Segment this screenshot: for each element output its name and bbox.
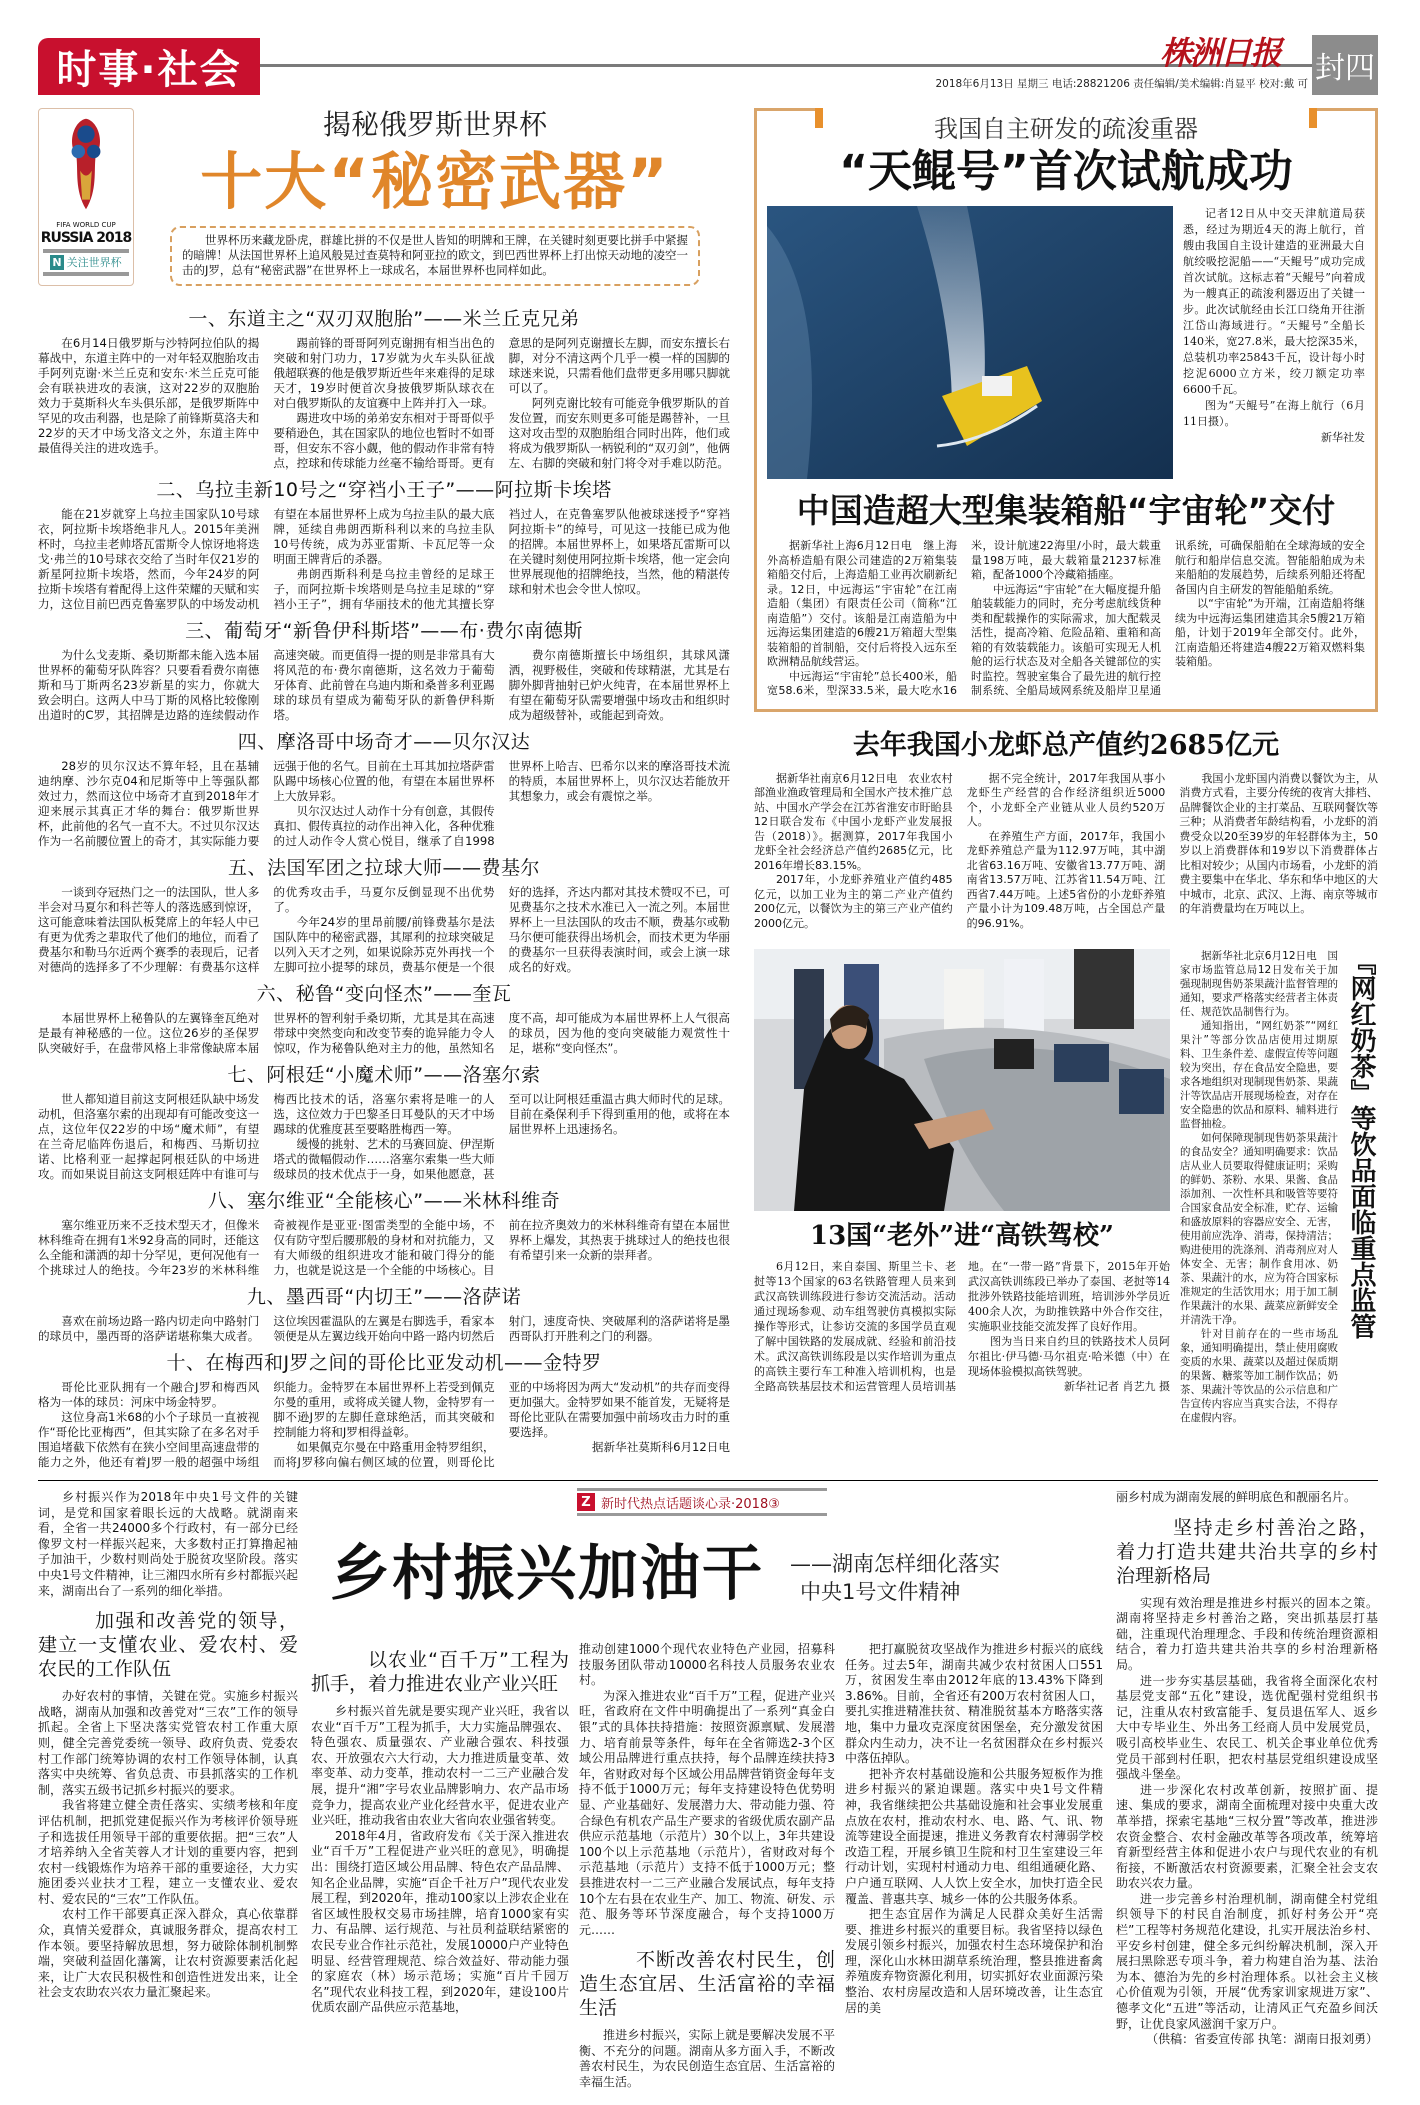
paragraph: 丽乡村成为湖南发展的鲜明底色和靓丽名片。 [1116,1490,1357,1504]
frame-tick [815,108,823,128]
paragraph: 中远海运“宇宙轮”总长400米，船宽58.6米，型深33.5米，最大吃水16米，设计航速22海里/小时，最大载重量198万吨，最大载箱量21237标准箱，配备1000个冷藏箱插座。 [767,539,1161,697]
newspaper-logo: 株洲日报 [1160,34,1281,72]
paragraph: 塞尔维亚历来不乏技术型天才，但像米林科维奇在拥有1米92身高的同时，还能这么全能和潇洒的却十分罕见，更何况他有一个挑球过人的绝技。今年23岁的米林科维奇被视作是亚亚·图雷类型的全能中场，不仅有防守型后腰那般的身材和对抗能力，又有大师级的组织进攻才能和破门得分的能力，也就是说这是一个全能的中场核心。目前在拉齐奥效力的米林科维奇有望在本届世界杯上爆发，其热衷于挑球过人的绝技也很有希望引来一众新的崇拜者。 [38,1218,730,1277]
paragraph: 通知指出，“网红奶茶”“网红果汁”等部分饮品店使用过期原料、卫生条件差、虚假宣传等问题较为突出，存在食品安全隐患，要求各地组织对现制现售奶茶、果蔬汁等饮品店开展现场检查，对存在安全隐患的饮品和原料、辅料进行监督抽检。 [1180,1020,1338,1130]
section-heading: 九、墨西哥“内切王”——洛萨诺 [246,1286,522,1308]
paragraph: 这位身高1米68的小个子球员一直被视作“哥伦比亚梅西”，但其实除了在多名对手围追堵截下依然有在狭小空间里高速盘带的能力之外，他还有着J罗一般的超强中场组织能力。金特罗在本届世界杯上若受到佩克尔曼的重用，或将成关键人物，金特罗有一脚不逊J罗的左脚任意球绝活，而其突破和控制能力将和J罗相得益彰。 [38,1380,495,1469]
worldcup-intro: 世界杯历来藏龙卧虎，群雄比拼的不仅是世人皆知的明牌和王牌，在关键时刻更要比拼手中紧握的暗牌！从法国世界杯上追风般晃过查莫特和阿亚拉的欧文，到巴西世界杯上打出惊天动地的凌空一击的J罗，总有“秘密武器”在世界杯上一球成名，本届世界杯也同样如此。 [170,226,700,286]
world-cup-trophy-icon [56,113,116,217]
rail-body [754,1259,1170,1394]
section-body [38,1380,730,1470]
worldcup-badge [38,108,134,286]
byline: 新华社记者 肖艺九 摄 [1064,1380,1170,1393]
paragraph: 据新华社北京6月12日电 国家市场监管总局12日发布关于加强现制现售奶茶果蔬汁监督管理的通知，要求严格落实经营者主体责任、规范饮品制售行为。 [1180,950,1338,1018]
paragraph: 记者12日从中交天津航道局获悉，经过为期近4天的海上航行，首艘由我国自主设计建造的亚洲最大自航绞吸挖泥船——“天鲲号”成功完成首次试航。这标志着“天鲲号”向着成为一艘真正的疏浚利器迈出了关键一步。此次试航经由长江口绕角开往浙江岱山海域进行。“天鲲号”全船长140米，宽27.8米，最大挖深35米，总装机功率25843千瓦，设计每小时挖泥6000立方米，绞刀额定功率6600千瓦。 [1183,207,1365,396]
paragraph: 把生态宜居作为满足人民群众美好生活需要、推进乡村振兴的重要目标。我省坚持以绿色发展引领乡村振兴，加强农村生态环境保护和治理，深化山水林田湖草系统治理，整县推进畜禽养殖废弃物资源化利用，切实抓好农业面源污染整治、农村房屋改造和人居环境改善，让生态宜居的美 [845,1907,1103,2015]
paragraph: 据新华社南京6月12日电 农业农村部渔业渔政管理局和全国水产技术推广总站、中国水产学会在江苏省淮安市盱眙县12日联合发布《中国小龙虾产业发展报告（2018）》。据测算，2017年我国小龙虾全社会经济总产值约2685亿元，比2016年增长83.15%。 [754,771,953,872]
paragraph: 据不完全统计，2017年我国从事小龙虾生产经营的合作经济组织近5000个，小龙虾全产业链从业人员约520万人。 [966,771,1166,828]
paragraph: 为深入推进农业“百千万”工程，促进产业兴旺，省政府在文件中明确提出了一系列“真金白银”式的具体扶持措施：按照资源禀赋、发展潜力、培育前景等条件，每年在全省筛选2-3个区域公用品牌进行重点扶持，每个品牌连续扶持3年，省财政对每个区域公用品牌营销资金每年支持不低于1000万元；每年支持建设特色优势明显、产业基础好、发展潜力大、带动能力强、符合绿色有机农产品生产要求的省级优质农副产品供应示范基地（示范片）30个以上，3年共建设100个以上示范基地（示范片），省财政对每个示范基地（示范片）支持不低于1000万元；整县推进农村一二三产业融合发展试点，每年支持10个左右县在农业生产、加工、物流、研发、示范、服务等环节深度融合，每个支持1000万元…… [579,1688,835,1937]
frame-corner [1315,108,1375,111]
milktea-article [1180,949,1378,1425]
subheading: 加强和改善党的领导，建立一支懂农业、爱农村、爱农民的工作队伍 [38,1610,298,1681]
section-heading: 四、摩洛哥中场奇才——贝尔汉达 [237,731,531,753]
paragraph: 实现有效治理是推进乡村振兴的固本之策。湖南将坚持走乡村善治之路，突出抓基层打基础，注重现代治理理念、手段和传统治理资源相结合，着力打造共建共治共享的乡村治理新格局。 [1116,1595,1378,1672]
paragraph: 2017年，小龙虾养殖业产值约485亿元，以加工业为主的第二产业产值约200亿元，以餐饮为主的第三产业产值约2000亿元。 [754,873,953,930]
section-body [38,1218,730,1278]
worldcup-kicker: 揭秘俄罗斯世界杯 [322,108,547,141]
milktea-headline: 『网红奶茶』等饮品面临重点监管 [1346,949,1376,1339]
worldcup-section [38,982,730,1056]
paragraph: 一谈到夺冠热门之一的法国队，世人多半会对马夏尔和科芒等人的落选感到惊讶，这可能意味着法国队板凳席上的年轻人中已有更为优秀之辈取代了他们的地位，而看了费基尔和勒马尔近两个赛季的表现后，记者对德尚的选择多了不少理解：有费基尔这样的优秀攻击手，马夏尔反倒显现不出优势了。 [38,885,495,974]
section-heading: 三、葡萄牙“新鲁伊科斯塔”——布·费尔南德斯 [185,620,583,642]
lower-right-row [754,949,1378,1425]
paragraph: 如何保障现制现售奶茶果蔬汁的食品安全？通知明确要求：饮品店从业人员要取得健康证明；采购的鲜奶、茶粉、水果、果酱、食品添加剂、一次性杯具和吸管等要符合国家食品安全标准，贮存、运输和盛放原料的容器应安全、无害，使用前应洗净、消毒，保持清洁；购进使用的洗涤剂、消毒剂应对人体安全、无害；制作食用冰、奶茶、果蔬汁的水，应为符合国家标准规定的生活饮用水；用于加工制作果蔬汁的水果、蔬菜应新鲜安全并清洗干净。 [1180,1132,1338,1326]
paragraph: 推进乡村振兴，实际上就是要解决发展不平衡、不充分的问题。湖南从多方面入手，不断改善农村民生，为农民创造生态宜居、生活富裕的幸福生活。 [579,2028,835,2090]
section-body [38,885,730,975]
paragraph: 弗朗西斯科利是乌拉圭曾经的足球王子，而阿拉斯卡埃塔则是乌拉圭足球的“穿裆小王子”，拥有华丽技术的他尤其擅长穿裆过人，在克鲁塞罗队他被球迷授予“穿裆阿拉斯卡”的绰号，可见这一技能已成为他的招牌。本届世界杯上，如果塔瓦雷斯可以在关键时刻使用阿拉斯卡埃塔，他一定会向世界展现他的招牌绝技，当然，他的精湛传球和射术也会令世人惊叹。 [273,507,730,611]
badge-rule [43,249,129,253]
frame-corner [757,108,817,111]
paragraph: 费尔南德斯擅长中场组织，其球风潇洒，视野极佳，突破和传球精湛，尤其是右脚外脚背抽射已炉火纯青，在本届世界杯上有望在葡萄牙队需要增强中场攻击和组织时成为超级替补，或能起到奇效。 [508,648,730,722]
worldcup-sections [38,300,730,1470]
section-body [38,1092,730,1182]
paragraph: 把打赢脱贫攻坚战作为推进乡村振兴的底线任务。过去5年，湖南共减少农村贫困人口551万，贫困发生率由2012年底的13.43%下降到3.86%。目前，全省还有200万农村贫困人口，要扎实推进精准扶贫、精准脱贫基本方略落实落地，集中力量攻克深度贫困堡垒，充分激发贫困群众内生动力，决不让一名贫困群众在乡村振兴中落伍掉队。 [845,1642,1103,1766]
paragraph: 我省将建立健全责任落实、实绩考核和年度评估机制，把抓党建促振兴作为考核评价领导班子和选拔任用领导干部的重要依据。把“三农”人才培养纳入全省芙蓉人才计划的重要内容，把到农村一线锻炼作为培养干部的重要途径，大力实施团委兴业扶才工程，建立一支懂农业、爱农村、爱农民的“三农”工作队伍。 [38,1798,298,1906]
header-rule [260,64,1312,67]
tiankun-title: “天鲲号”首次试航成功 [839,146,1293,197]
section-heading: 七、阿根廷“小魔术师”——洛塞尔索 [227,1064,541,1086]
paragraph: 把补齐农村基础设施和公共服务短板作为推进乡村振兴的紧迫课题。落实中央1号文件精神，我省继续把公共基础设施和社会事业发展重点放在农村，推动农村水、电、路、气、讯、物流等建设全面提速，推进义务教育农村薄弱学校改造工程，开展乡镇卫生院和村卫生室建设三年行动计划，实现村村通动力电、组组通硬化路、户户通互联网、人人饮上安全水，加快打造全民覆盖、普惠共享、城乡一体的公共服务体系。 [845,1766,1103,1906]
section-heading: 五、法国军团之拉球大师——费基尔 [227,857,540,879]
worldcup-section [38,856,730,975]
rural-col-3 [579,1642,835,2091]
tiankun-photo-row [767,206,1365,479]
z-icon: Z [577,1493,595,1511]
paragraph: 进一步深化农村改革创新，按照扩面、提速、集成的要求，湖南全面梳理对接中央重大改革举措，探索宅基地“三权分置”等改革，推进涉农资金整合、农村金融改革等各项改革，统筹培育新型经营主体和促进小农户与现代农业的有机衔接，不断激活农村资源要素，汇聚全社会支农助农兴农力量。 [1116,1782,1378,1891]
paragraph: 农村工作干部要真正深入群众，真心依靠群众，真情关爱群众，真诚服务群众，提高农村工作本领。要坚持解放思想，努力破除体制机制弊端，突破利益固化藩篱，让农村资源要素活化起来，让广大农民积极性和创造性迸发出来，让全社会支农助农兴农力量汇聚起来。 [38,1907,298,2000]
paragraph: 我国小龙虾国内消费以餐饮为主，从消费方式看，主要分传统的夜宵大排档、品牌餐饮企业的主打菜品、互联网餐饮等三种；从消费者年龄结构看，小龙虾的消费受众以20至39岁的年轻群体为主，50岁以上消费群体和19岁以下消费群体占比相对较少；从国内市场看，小龙虾的消费主要集中在华北、华东和华中地区的大中城市，北京、武汉、上海、南京等城市的年消费量均在万吨以上。 [1179,771,1378,915]
page-label: 封四 [1312,35,1378,95]
fifa-label: FIFA WORLD CUP [56,221,116,229]
paragraph: 阿列克谢比较有可能竞争俄罗斯队的首发位置，而安东则更多可能是踢替补，一旦这对攻击型的双胞胎组合同时出阵，他们或将成为俄罗斯队一柄锐利的“双刃剑”，他俩左、右脚的突破和射门将令对手难以防范。 [508,396,730,470]
worldcup-section [38,1189,730,1278]
paragraph: 为什么戈麦斯、桑切斯都未能入选本届世界杯的葡萄牙队阵容？只要看看费尔南德斯和马丁斯两名23岁新星的实力，你就大致会明白。这两人中马丁斯的风格比较像刚出道时的C罗，其招牌是边路的连续假动作高速突破。而更值得一提的则是非常具有大将风范的布·费尔南德斯，这名效力于葡萄牙体育、此前曾在乌迪内斯和桑普多利亚踢球的球员有望成为葡萄牙队的新鲁伊科斯塔。 [38,648,495,722]
section-heading: 一、东道主之“双刃双胞胎”——米兰丘克兄弟 [188,308,580,330]
paragraph: 世人都知道目前这支阿根廷队缺中场发动机，但洛塞尔索的出现却有可能改变这一点，这位年仅22岁的中场“魔术师”，有望在兰奇尼临阵伤退后，和梅西、马斯切拉诺、比格利亚一起撑起阿根廷队的中场进攻。而如果说目前这支阿根廷阵中有谁可与梅西比技术的话，洛塞尔索将是唯一的人选，这位效力于巴黎圣日耳曼队的天才中场踢球的优雅度甚至要略胜梅西一筹。 [38,1092,495,1181]
worldcup-section [38,730,730,849]
subheading: 不断改善农村民生，创造生态宜居、生活富裕的幸福生活 [579,1949,835,2020]
paragraph: 在6月14日俄罗斯与沙特阿拉伯队的揭幕战中，东道主阵中的一对年轻双胞胎攻击手阿列克谢·米兰丘克和安东·米兰丘克可能会有联袂进攻的表演，这对22岁的双胞胎效力于莫斯科火车头俱乐部，是俄罗斯阵中罕见的攻击利器，也是除了前锋斯莫洛夫和22岁的天才中场戈洛文之外，东道主阵中最值得关注的进攻选手。 [38,336,260,455]
paragraph: 办好农村的事情，关键在党。实施乡村振兴战略，湖南从加强和改善党对“三农”工作的领导抓起。全省上下坚决落实党管农村工作重大原则，健全完善党委统一领导、政府负责、党委农村工作部门统筹协调的农村工作领导体制，认真落实中央统筹、省负总责、市县抓落实的工作机制，落实五级书记抓乡村振兴的要求。 [38,1689,298,1797]
subheading: 坚持走乡村善治之路，着力打造共建共治共享的乡村治理新格局 [1116,1516,1378,1587]
series-banner [577,1488,827,1516]
rural-headline: 乡村振兴加油干 [330,1539,764,1609]
follow-label: 关注世界杯 [66,256,122,269]
byline: 新华社发 [1321,431,1365,444]
container-ship-body [767,539,1365,699]
paragraph: 以“宇宙轮”为开端，江南造船将继续为中远海运集团建造其余5艘21万箱船，计划于2019年全部交付。此外，江南造船还将建造4艘22万箱双燃料集装箱船。 [1175,597,1365,668]
paragraph: 针对目前存在的一些市场乱象，通知明确提出，禁止使用腐败变质的水果、蔬菜以及超过保质期的果酱、糖浆等加工制作饮品；奶茶、果蔬汁等饮品的公示信息和广告宣传内容应当真实合法，不得存在虚假内容。 [1180,1328,1338,1424]
worldcup-section [38,307,730,471]
paragraph: 乡村振兴作为2018年中央1号文件的关键词，是党和国家着眼长远的大战略。就湖南来看，全省一共24000多个行政村，有一部分已经像罗文村一样振兴起来，大多数村正打算撸起袖子加油干，少数村则尚处于脱贫攻坚阶段。落实中央1号文件精神，让三湘四水所有乡村都振兴起来，湖南出台了一系列的细化举措。 [38,1490,298,1598]
section-body [38,648,730,723]
section-body [38,507,730,612]
section-heading: 八、塞尔维亚“全能核心”——米林科维奇 [207,1190,561,1212]
paragraph: 踢前锋的哥哥阿列克谢拥有相当出色的突破和射门功力，17岁就为火车头队征战俄超联赛的他是俄罗斯近些年来难得的足球天才，19岁时便首次身披俄罗斯队球衣在对白俄罗斯队的友谊赛中上阵并打入一球。 [273,336,495,410]
container-ship-headline: 中国造超大型集装箱船“宇宙轮”交付 [796,491,1336,530]
frame-tick [1309,108,1317,128]
section-heading: 六、秘鲁“变向怪杰”——奎瓦 [256,983,512,1005]
section-tab: 时事·社会 [38,38,260,95]
crayfish-body [754,772,1378,932]
paragraph: 今年24岁的里昂前腰/前锋费基尔是法国队阵中的秘密武器，其犀利的拉球突破足以列入天才之列，如果说除苏克外再找一个左脚可拉小提琴的球员，费基尔便是一个很好的选择，齐达内都对其技术赞叹不已，可见费基尔之技术水准已入一流之列。本届世界杯上一旦法国队的攻击不顺，费基尔或勒马尔便可能获得出场机会，而技术更为华丽的费基尔一旦获得表演时间，或会上演一球成名的好戏。 [273,885,730,974]
paragraph: 图为“天鲲号”在海上航行（6月11日摄）。 [1183,399,1365,428]
worldcup-section [38,1063,730,1182]
section-body [38,759,730,849]
worldcup-title: 十大“秘密武器” [200,145,670,218]
worldcup-section [38,1351,730,1470]
section-heading: 十、在梅西和J罗之间的哥伦比亚发动机——金特罗 [166,1352,602,1374]
paragraph: 2018年4月，省政府发布《关于深入推进农业“百千万”工程促进产业兴旺的意见》，明确提出：围绕打造区域公用品牌、特色农产品品牌、知名企业品牌，实施“百企千社万户”现代农业发展工程，到2020年，推动100家以上涉农企业在省区域性股权交易市场挂牌，培育1000家有实力、有品牌、运行规范、与社员利益联结紧密的农民专业合作社示范社，发展10000户产业特色明显、经营管理规范、综合效益好、带动能力强的家庭农（林）场示范场；实施“百片千园万名”现代农业科技工程，到2020年，建设100片优质农副产品供应示范基地， [311,1828,569,2015]
russia-label: RUSSIA 2018 [40,230,132,246]
paragraph: 中远海运“宇宙轮”在大幅度提升船舶装载能力的同时，充分考虑航线货种类和配载操作的实际需求，加大配载灵活性，提高冷箱、危险品箱、重箱和高箱的有效装载能力。该船可实现无人机舱的运行状态及对全船各关键部位的实时监控。驾驶室集合了最先进的航行控制系统、全船局域网系统及船岸卫星通讯系统，可确保船舶在全球海域的安全航行和船岸信息交流。智能船舶成为未来船舶的发展趋势，后续系列船还将配备国内自主研发的智能船舶系统。 [971,539,1365,697]
paragraph: 贝尔汉达过人动作十分有创意，其假传真扣、假传真拉的动作出神入化，各种优雅的过人动作令人赏心悦目，继承了自1998世界杯上哈吉、巴希尔以来的摩洛哥技术流的特质，本届世界杯上，贝尔汉达若能放开其想象力，或会有震惊之举。 [273,759,730,848]
paragraph: 哥伦比亚队拥有一个融合J罗和梅西风格为一体的球员：河床中场金特罗。 [38,1380,260,1409]
paragraph: 踢进攻中场的弟弟安东相对于哥哥似乎要稍逊色，其在国家队的地位也暂时不如哥哥，但安东不容小觑，他的假动作非常有特点，控球和传球能力丝毫不输给哥哥。更有意思的是阿列克谢擅长左脚，而安东擅长右脚，对分不清这两个几乎一模一样的国脚的球迷来说，只需看他们盘带更多用哪只脚就可以了。 [273,336,730,470]
paragraph: 据新华社上海6月12日电 继上海外高桥造船有限公司建造的2万箱集装箱船交付后，上海造船工业再次刷新纪录。12日，中远海运“宇宙轮”在江南造船（集团）有限责任公司（简称“江南造船”）交付。该船是江南造船为中远海运集团建造的6艘21万箱超大型集装箱船的首制船，交付后将投入远东至欧洲精品航线营运。 [767,539,957,668]
paragraph: 能在21岁就穿上乌拉圭国家队10号球衣，阿拉斯卡埃塔绝非凡人。2015年美洲杯时，乌拉圭老帅塔瓦雷斯令人惊讶地将迭戈·弗兰的10号球衣交给了当时年仅21岁的新星阿拉斯卡埃塔，然而，今年24岁的阿拉斯卡埃塔有着配得上这件荣耀的天赋和实力，这位目前巴西克鲁塞罗队的中场发动机有望在本届世界杯上成为乌拉圭队的最大底牌，延续自弗朗西斯科利以来的乌拉圭队10号传统，成为苏亚雷斯、卡瓦尼等一众明面王牌背后的杀器。 [38,507,495,611]
rural-col-2 [311,1638,569,2016]
worldcup-section [38,619,730,723]
dateline: 2018年6月13日 星期三 电话:28821206 责任编辑/美术编辑:肖显平 校对:戴 可 [935,78,1308,90]
milktea-body [1180,949,1338,1425]
paragraph: 缓慢的挑射、艺术的马赛回旋、伊涅斯塔式的微幅假动作……洛塞尔索集一些大师级球员的技术优点于一身，如果他愿意，甚至可以让阿根廷重温古典大师时代的足球。目前在桑保利手下得到重用的他，或将在本届世界杯上迅速扬名。 [273,1092,730,1181]
n-icon: N [52,256,62,269]
tiankun-frame [754,108,1378,712]
rail-headline: 13国“老外”进“高铁驾校” [809,1221,1114,1251]
rural-subtitle-line: ——湖南怎样细化落实 [790,1552,1000,1576]
rail-training-photo [754,949,1170,1211]
subheading: 以农业“百千万”工程为抓手，着力推进农业产业兴旺 [311,1649,569,1695]
byline: （供稿：省委宣传部 执笔：湖南日报刘勇） [1146,2032,1378,2047]
paragraph: 如果佩克尔曼在中路重用金特罗组织，而将J罗移向偏右侧区域的位置，则哥伦比亚的中场将因为两大“发动机”的共存而变得更加强大。金特罗如果不能首发，无疑将是哥伦比亚队在需要加强中前场攻击力时的重要选择。 [273,1380,730,1469]
byline: 据新华社莫斯科6月12日电 [591,1440,730,1454]
paragraph: 乡村振兴首先就是要实现产业兴旺，我省以农业“百千万”工程为抓手，大力实施品牌强农、特色强农、质量强农、产业融合强农、科技强农、开放强农六大行动，大力推进质量变革、效率变革、动力变革，推动农村一二三产业融合发展，提升“湘”字号农业品牌影响力、农产品市场竞争力，提高农业产业化经营水平，促进农业产业兴旺，推动我省由农业大省向农业强省转变。 [311,1704,569,1828]
follow-worldcup [39,255,133,270]
worldcup-section [38,1285,730,1344]
section-heading: 二、乌拉圭新10号之“穿裆小王子”——阿拉斯卡埃塔 [156,479,612,501]
paragraph: 本届世界杯上秘鲁队的左翼锋奎瓦绝对是最有神秘感的一位。这位26岁的圣保罗队突破好手，在盘带风格上非常像缺席本届世界杯的智利射手桑切斯，尤其是其在高速带球中突然变向和改变节奏的诡异能力令人惊叹，作为秘鲁队绝对主力的他，虽然知名度不高，却可能成为本届世界杯上人气很高的球员，因为他的变向突破能力观赏性十足，堪称“变向怪杰”。 [38,1011,730,1055]
rural-col-1 [38,1490,298,2001]
paragraph: 6月12日，来自泰国、斯里兰卡、老挝等13个国家的63名铁路管理人员来到武汉高铁训练段进行参访交流活动。活动通过现场参观、动车组驾驶仿真模拟实际操作等形式，让参访交流的多国学员直观了解中国铁路的发展成就、经验和前沿技术。武汉高铁训练段是以实作培训为重点的高铁主要行车工种准入培训机构，也是全路高铁基层技术和运营管理人员培训基地。在“一带一路”背景下，2015年开始武汉高铁训练段已举办了泰国、老挝等14批涉外铁路技能培训班，培训涉外学员近400余人次，为助推铁路中外合作交往，实施职业技能交流发挥了良好作用。 [754,1260,1170,1393]
rural-col-4 [845,1642,1103,2016]
worldcup-section [38,478,730,612]
paragraph: 进一步完善乡村治理机制，湖南健全村党组织领导下的村民自治制度，抓好村务公开“亮栏”工程等村务规范化建设，扎实开展法治乡村、平安乡村创建，健全多元纠纷解决机制，深入开展扫黑除恶专项斗争，着力构建自治为基、法治为本、德治为先的乡村治理体系。以社会主义核心价值观为引领，开展“优秀家训家规进万家”、德孝文化“五进”等活动，让清风正气充盈乡间沃野，让优良家风滋润千家万户。 [1116,1891,1378,2031]
tiankun-kicker: 我国自主研发的疏浚重器 [934,115,1198,143]
rural-subtitle [790,1550,1000,1606]
paragraph: 图为当日来自约旦的铁路技术人员阿尔祖比·伊马德·马尔祖克·哈米德（中）在现场体验模拟高铁驾驶。 [968,1335,1170,1378]
crayfish-headline: 去年我国小龙虾总产值约2685亿元 [852,729,1280,761]
right-column [754,108,1378,1425]
section-body [38,336,730,471]
paragraph: 在养殖生产方面，2017年，我国小龙虾养殖总产量为112.97万吨，其中湖北省63.16万吨、安徽省13.77万吨、湖南省13.57万吨、江苏省11.54万吨、江西省7.44万吨。上述5省份的小龙虾养殖产量小计为109.48万吨，占全国总产量的96.91%。 [966,829,1166,930]
paragraph: 28岁的贝尔汉达不算年轻，且在基辅迪纳摩、沙尔克04和尼斯等中上等强队都效过力，然而这位中场奇才直到2018年才迎来展示其真正才华的舞台：俄罗斯世界杯，此前他的名气一直不大。不过贝尔汉达作为一名前腰位置上的奇才，其实际能力要远强于他的名气。目前在土耳其加拉塔萨雷队踢中场核心位置的他，有望在本届世界杯上大放异彩。 [38,759,495,848]
rail-article [754,949,1170,1425]
tiankun-photo [767,206,1173,479]
tiankun-caption [1183,206,1365,479]
paragraph: 喜欢在前场边路一路内切走向中路射门的球员中，墨西哥的洛萨诺堪称集大成者。这位埃因霍温队的左翼是右脚选手，看家本领便是从左翼边线开始向中路一路内切然后射门，速度奇快、突破犀利的洛萨诺将是墨西哥队打开胜利之门的利器。 [38,1314,730,1343]
paragraph: 推动创建1000个现代农业特色产业园，招募科技服务团队带动10000名科技人员服务农业农村。 [579,1642,835,1688]
section-body [38,1314,730,1344]
rural-col-5 [1116,1490,1378,2048]
badge-rule [43,272,129,276]
rural-subtitle-line: 中央1号文件精神 [800,1580,961,1604]
section-body [38,1011,730,1056]
series-label: 新时代热点话题谈心录·2018③ [601,1496,780,1512]
section-divider [38,1480,1378,1481]
paragraph: 进一步夯实基层基础，我省将全面深化农村基层党支部“五化”建设，选优配强村党组织书记，注重从农村致富能手、复员退伍军人、返乡大中专毕业生、外出务工经商人员中发展党员，吸引高校毕业生、农民工、机关企事业单位优秀党员干部到村任职，把农村基层党组织建设成坚强战斗堡垒。 [1116,1673,1378,1782]
